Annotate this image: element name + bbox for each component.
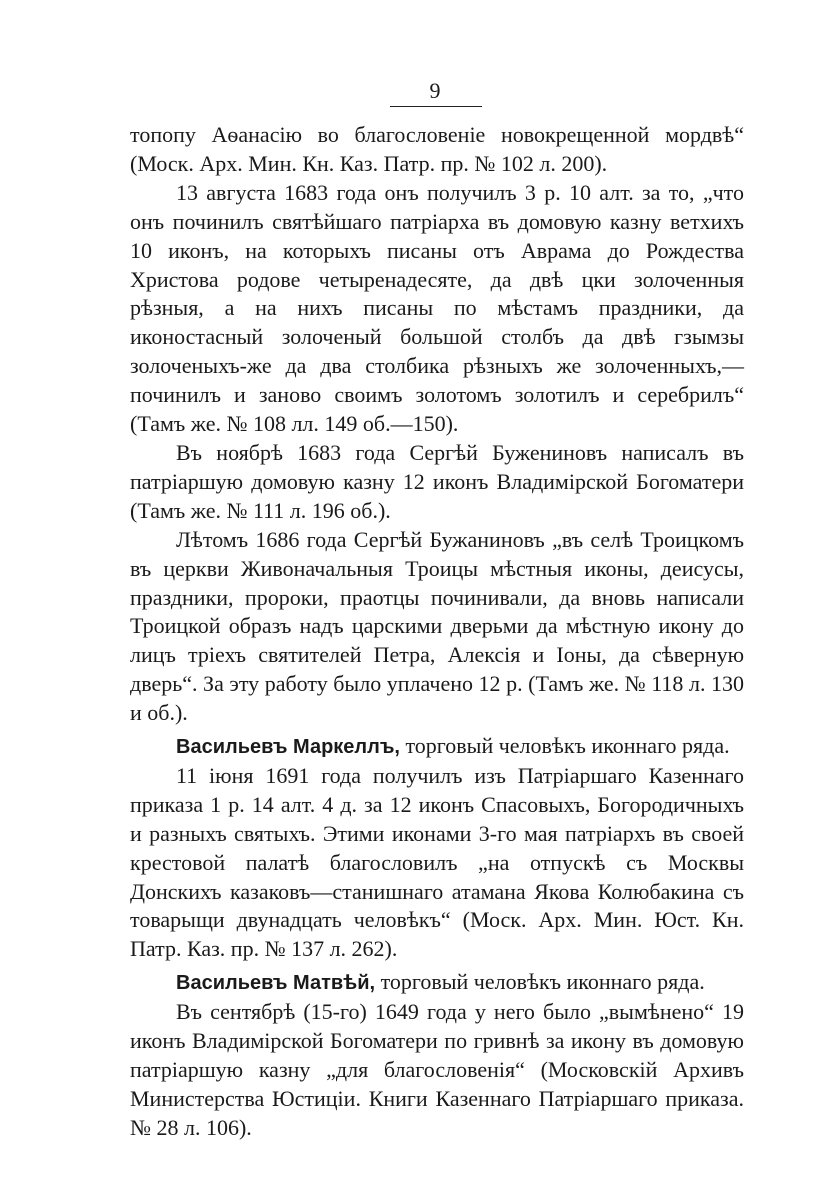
- entry-heading: [130, 732, 744, 762]
- entry-role: торговый человѣкъ иконнаго ряда.: [375, 969, 705, 995]
- page-number: 9: [429, 78, 441, 103]
- body-text: [130, 121, 744, 1143]
- paragraph: Лѣтомъ 1686 года Сергѣй Бужаниновъ „въ селѣ Троицкомъ въ церкви Живоначальныя Троицы мѣстныя иконы, деисусы, праздники, пророки, праотцы починивали, да вновь написали Троицкой образъ надъ царскими дверьми да мѣстную икону до лицъ тріехъ святителей Петра, Алексія и Іоны, да сѣверную дверь“. За эту работу было уплачено 12 р. (Тамъ же. № 118 л. 130 и об.).: [130, 526, 744, 726]
- paragraph: Въ ноябрѣ 1683 года Сергѣй Бужениновъ написалъ въ патріаршую домовую казну 12 иконъ Владимірской Богоматери (Тамъ же. № 111 л. 196 об.).: [130, 439, 744, 523]
- entry-name: Васильевъ Матвѣй,: [176, 972, 376, 995]
- entry-heading: [130, 968, 744, 998]
- entry-role: торговый человѣкъ иконнаго ряда.: [399, 733, 730, 759]
- header-rule: [390, 106, 482, 107]
- paragraph: 11 іюня 1691 года получилъ изъ Патріаршаго Казеннаго приказа 1 р. 14 алт. 4 д. за 12 иконъ Спасовыхъ, Богородичныхъ и разныхъ святыхъ. Этими иконами 3-го мая патріархъ въ своей крестовой палатѣ благословилъ „на отпускѣ съ Москвы Донскихъ казаковъ—станишнаго атамана Якова Колюбакина съ товарыщи двунадцать человѣкъ“ (Моск. Арх. Мин. Юст. Кн. Патр. Каз. пр. № 137 л. 262).: [130, 762, 744, 962]
- paragraph: топопу Аѳанасію во благословеніе новокрещенной мордвѣ“ (Моск. Арх. Мин. Кн. Каз. Патр. пр. № 102 л. 200).: [130, 122, 744, 176]
- paragraph: Въ сентябрѣ (15-го) 1649 года у него было „вымѣнено“ 19 иконъ Владимірской Богоматери по гривнѣ за икону въ домовую патріаршую казну „для благословенія“ (Московскій Архивъ Министерства Юстиціи. Книги Казеннаго Патріаршаго приказа. № 28 л. 106).: [130, 999, 744, 1140]
- paragraph: 13 августа 1683 года онъ получилъ 3 р. 10 алт. за то, „что онъ починилъ святѣйшаго патріарха въ домовую казну ветхихъ 10 иконъ, на которыхъ писаны отъ Аврама до Рождества Христова родове четыренадесяте, да двѣ цки золоченныя рѣзныя, а на нихъ писаны по мѣстамъ праздники, да иконостасный золоченый большой столбъ да двѣ гзымзы золоченыхъ-же да два столбика рѣзныхъ же золоченныхъ,—починилъ и заново своимъ золотомъ золотилъ и серебрилъ“ (Тамъ же. № 108 лл. 149 об.—150).: [130, 179, 744, 437]
- entry-name: Васильевъ Маркеллъ,: [176, 736, 400, 759]
